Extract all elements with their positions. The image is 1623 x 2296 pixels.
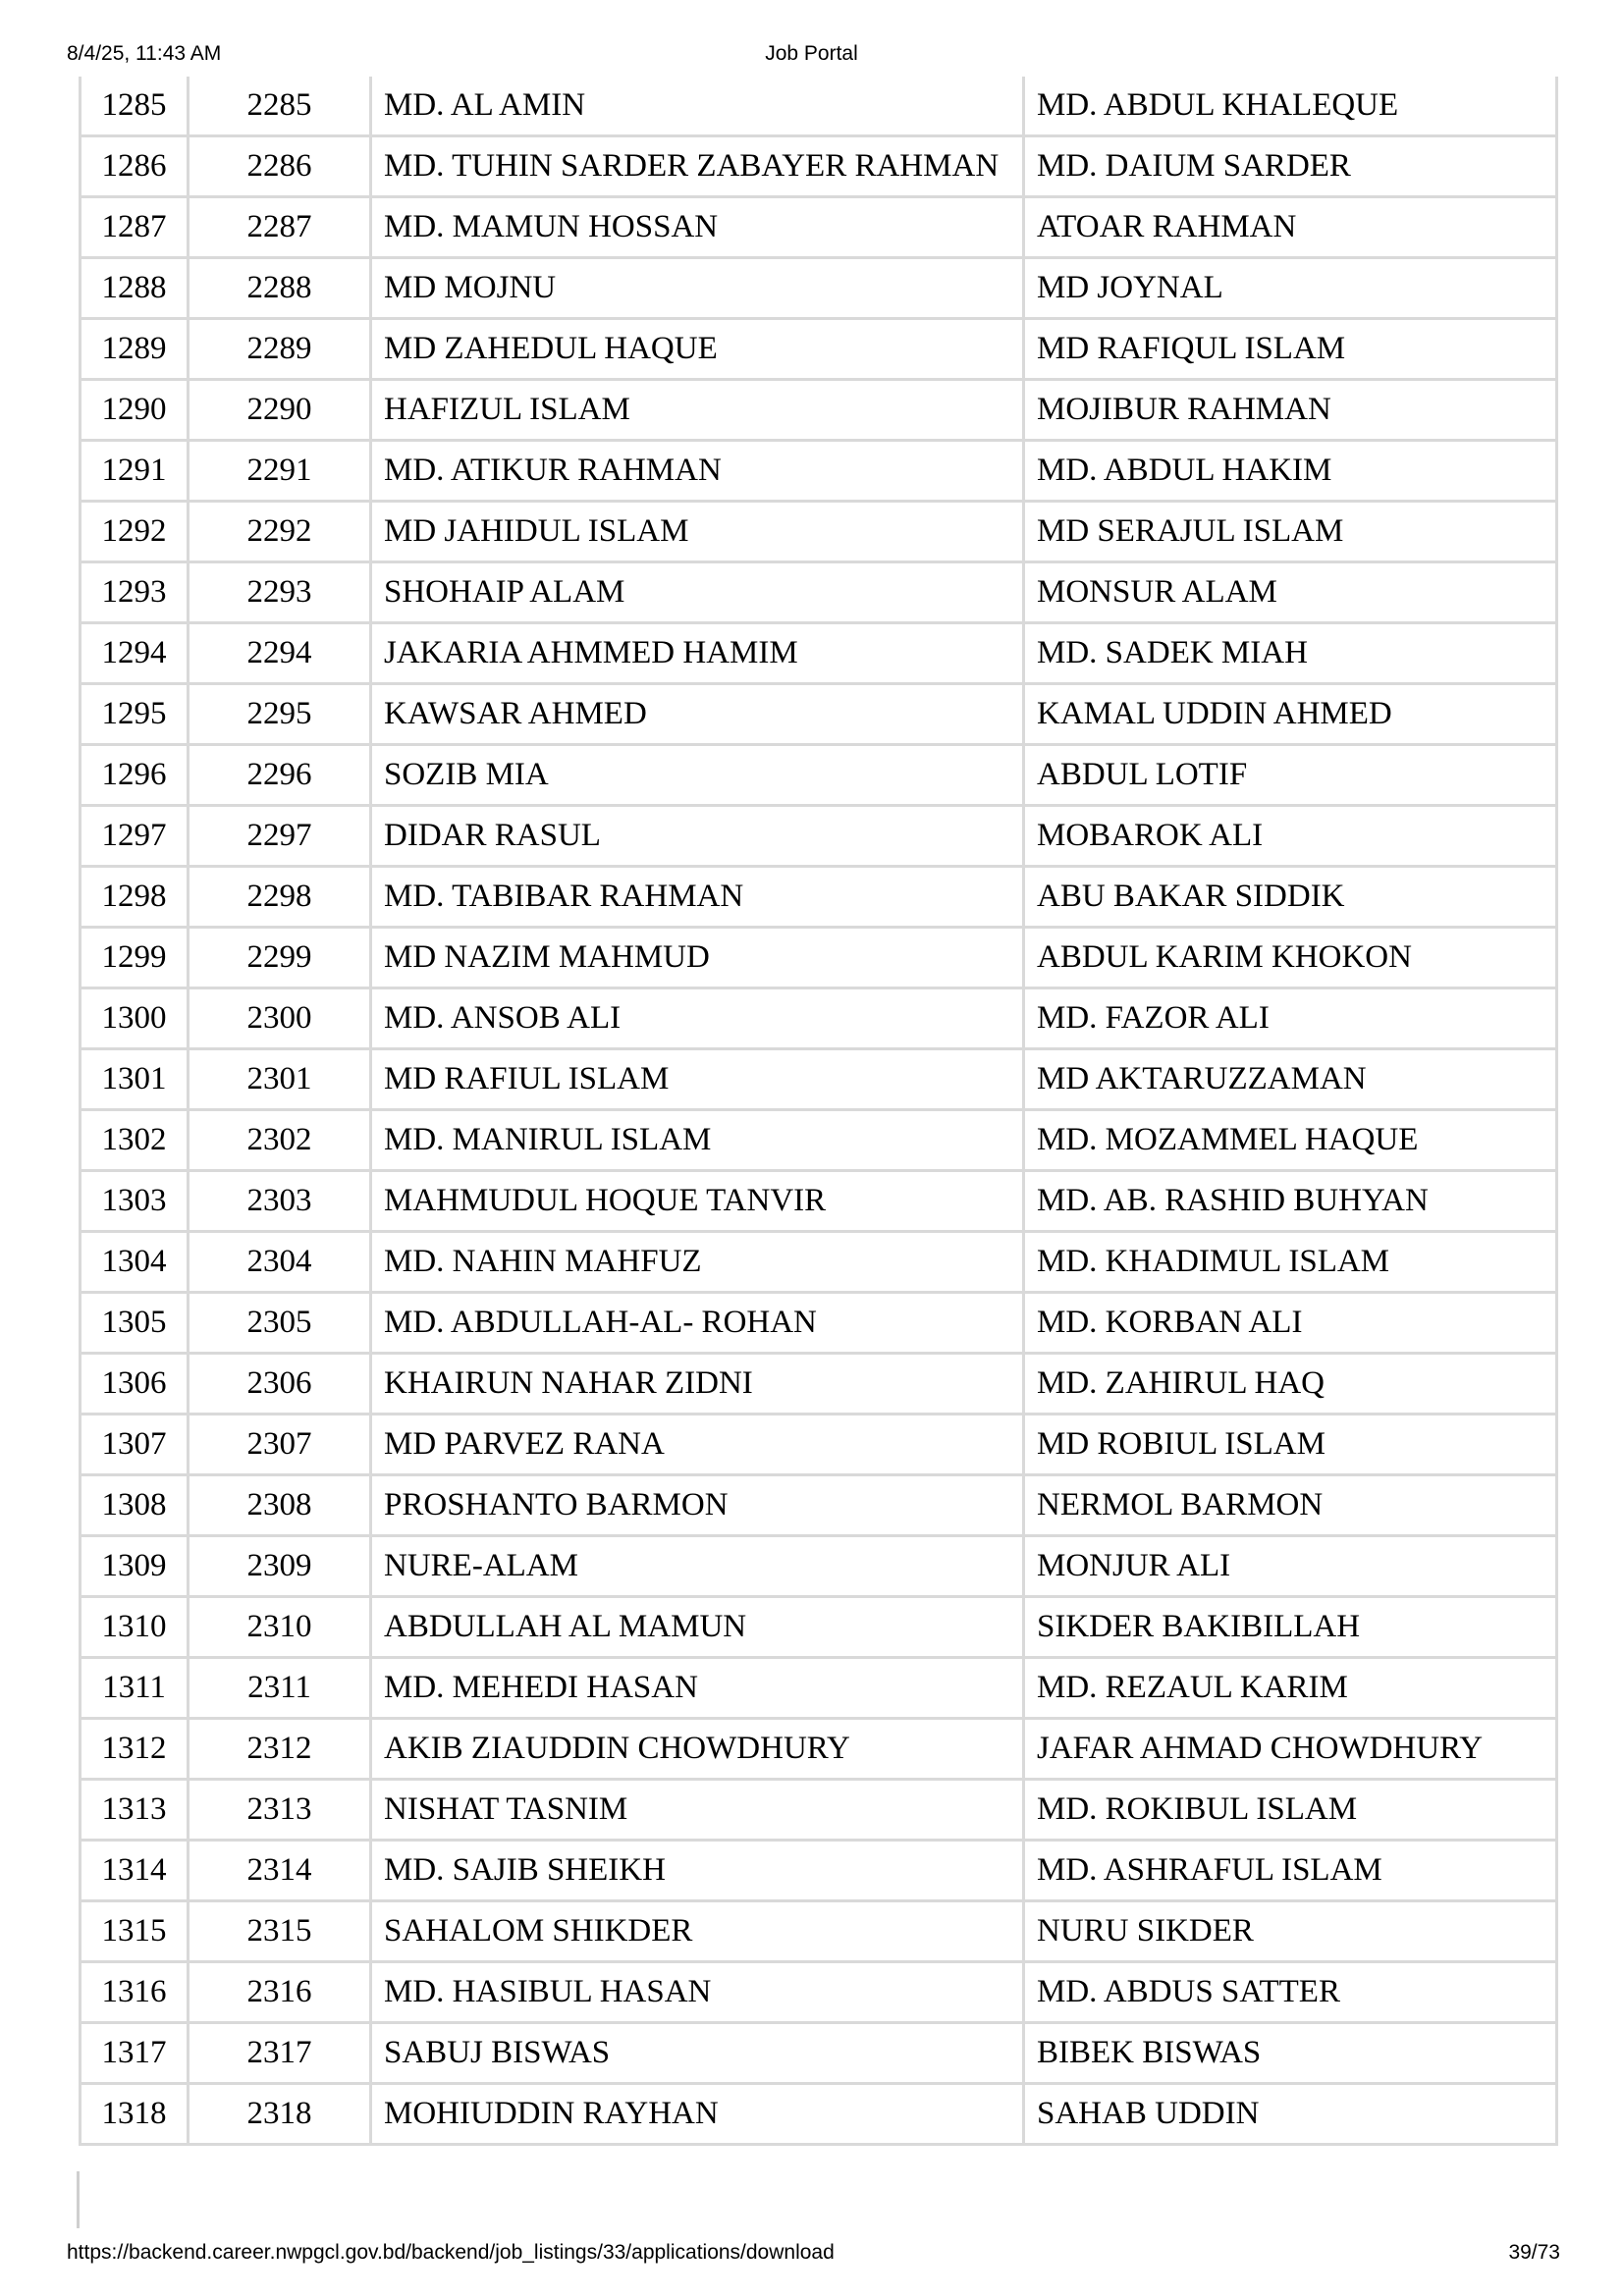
- table-row: [81, 1719, 1557, 1780]
- applicant-name-cell: MD. AL AMIN: [371, 77, 1024, 136]
- father-name-cell: MD. REZAUL KARIM: [1024, 1658, 1557, 1719]
- applicant-name-cell: MD. SAJIB SHEIKH: [371, 1841, 1024, 1901]
- table-row: [81, 806, 1557, 867]
- serial-cell: 1294: [81, 623, 189, 684]
- applicant-name-cell: MD NAZIM MAHMUD: [371, 928, 1024, 988]
- serial-cell: 1303: [81, 1171, 189, 1232]
- table-row: [81, 745, 1557, 806]
- father-name-cell: MD. ASHRAFUL ISLAM: [1024, 1841, 1557, 1901]
- applicant-name-cell: NISHAT TASNIM: [371, 1780, 1024, 1841]
- father-name-cell: MONSUR ALAM: [1024, 562, 1557, 623]
- table-row: [81, 319, 1557, 380]
- table-row: [81, 2023, 1557, 2084]
- roll-cell: 2289: [189, 319, 371, 380]
- serial-cell: 1290: [81, 380, 189, 441]
- serial-cell: 1286: [81, 136, 189, 197]
- father-name-cell: MD. AB. RASHID BUHYAN: [1024, 1171, 1557, 1232]
- roll-cell: 2317: [189, 2023, 371, 2084]
- serial-cell: 1285: [81, 77, 189, 136]
- father-name-cell: ATOAR RAHMAN: [1024, 197, 1557, 258]
- roll-cell: 2316: [189, 1962, 371, 2023]
- roll-cell: 2290: [189, 380, 371, 441]
- serial-cell: 1307: [81, 1415, 189, 1475]
- father-name-cell: MD. ABDUL HAKIM: [1024, 441, 1557, 502]
- roll-cell: 2301: [189, 1049, 371, 1110]
- roll-cell: 2288: [189, 258, 371, 319]
- roll-cell: 2311: [189, 1658, 371, 1719]
- serial-cell: 1306: [81, 1354, 189, 1415]
- table-row: [81, 623, 1557, 684]
- father-name-cell: MD JOYNAL: [1024, 258, 1557, 319]
- applicant-name-cell: PROSHANTO BARMON: [371, 1475, 1024, 1536]
- serial-cell: 1311: [81, 1658, 189, 1719]
- applicant-name-cell: MD ZAHEDUL HAQUE: [371, 319, 1024, 380]
- roll-cell: 2309: [189, 1536, 371, 1597]
- applicant-name-cell: SABUJ BISWAS: [371, 2023, 1024, 2084]
- print-datetime: 8/4/25, 11:43 AM: [67, 42, 222, 65]
- serial-cell: 1304: [81, 1232, 189, 1293]
- father-name-cell: NURU SIKDER: [1024, 1901, 1557, 1962]
- roll-cell: 2297: [189, 806, 371, 867]
- serial-cell: 1317: [81, 2023, 189, 2084]
- applicant-name-cell: ABDULLAH AL MAMUN: [371, 1597, 1024, 1658]
- father-name-cell: JAFAR AHMAD CHOWDHURY: [1024, 1719, 1557, 1780]
- applicant-name-cell: MD RAFIUL ISLAM: [371, 1049, 1024, 1110]
- roll-cell: 2313: [189, 1780, 371, 1841]
- serial-cell: 1308: [81, 1475, 189, 1536]
- serial-cell: 1314: [81, 1841, 189, 1901]
- father-name-cell: BIBEK BISWAS: [1024, 2023, 1557, 2084]
- serial-cell: 1295: [81, 684, 189, 745]
- applicant-name-cell: MOHIUDDIN RAYHAN: [371, 2084, 1024, 2145]
- roll-cell: 2294: [189, 623, 371, 684]
- table-row: [81, 1475, 1557, 1536]
- roll-cell: 2298: [189, 867, 371, 928]
- serial-cell: 1287: [81, 197, 189, 258]
- serial-cell: 1309: [81, 1536, 189, 1597]
- father-name-cell: ABDUL KARIM KHOKON: [1024, 928, 1557, 988]
- father-name-cell: MD. KORBAN ALI: [1024, 1293, 1557, 1354]
- roll-cell: 2287: [189, 197, 371, 258]
- applicant-name-cell: MD. ANSOB ALI: [371, 988, 1024, 1049]
- table-row: [81, 197, 1557, 258]
- serial-cell: 1310: [81, 1597, 189, 1658]
- table-row: [81, 1597, 1557, 1658]
- applicant-name-cell: SHOHAIP ALAM: [371, 562, 1024, 623]
- father-name-cell: MD. SADEK MIAH: [1024, 623, 1557, 684]
- roll-cell: 2314: [189, 1841, 371, 1901]
- roll-cell: 2285: [189, 77, 371, 136]
- page-number: 39/73: [1508, 2241, 1560, 2264]
- serial-cell: 1291: [81, 441, 189, 502]
- applicant-name-cell: MD MOJNU: [371, 258, 1024, 319]
- roll-cell: 2307: [189, 1415, 371, 1475]
- roll-cell: 2318: [189, 2084, 371, 2145]
- roll-cell: 2286: [189, 136, 371, 197]
- serial-cell: 1302: [81, 1110, 189, 1171]
- table-row: [81, 988, 1557, 1049]
- table-continuation-line: [77, 2171, 80, 2228]
- roll-cell: 2310: [189, 1597, 371, 1658]
- table-row: [81, 441, 1557, 502]
- table-row: [81, 1049, 1557, 1110]
- table-row: [81, 867, 1557, 928]
- roll-cell: 2302: [189, 1110, 371, 1171]
- table-row: [81, 136, 1557, 197]
- table-row: [81, 1658, 1557, 1719]
- roll-cell: 2296: [189, 745, 371, 806]
- table-row: [81, 380, 1557, 441]
- father-name-cell: MD. ABDUL KHALEQUE: [1024, 77, 1557, 136]
- applicant-name-cell: SAHALOM SHIKDER: [371, 1901, 1024, 1962]
- applicant-name-cell: MD. TUHIN SARDER ZABAYER RAHMAN: [371, 136, 1024, 197]
- roll-cell: 2306: [189, 1354, 371, 1415]
- father-name-cell: NERMOL BARMON: [1024, 1475, 1557, 1536]
- page-title: Job Portal: [765, 42, 858, 65]
- applicant-name-cell: MD. MANIRUL ISLAM: [371, 1110, 1024, 1171]
- table-row: [81, 1536, 1557, 1597]
- applicant-name-cell: MD. TABIBAR RAHMAN: [371, 867, 1024, 928]
- father-name-cell: MOBAROK ALI: [1024, 806, 1557, 867]
- applicant-name-cell: MD. MAMUN HOSSAN: [371, 197, 1024, 258]
- applicant-name-cell: MD. NAHIN MAHFUZ: [371, 1232, 1024, 1293]
- applicants-table: [79, 77, 1558, 2146]
- father-name-cell: MD. FAZOR ALI: [1024, 988, 1557, 1049]
- serial-cell: 1298: [81, 867, 189, 928]
- roll-cell: 2300: [189, 988, 371, 1049]
- table-row: [81, 1901, 1557, 1962]
- applicant-name-cell: KHAIRUN NAHAR ZIDNI: [371, 1354, 1024, 1415]
- serial-cell: 1313: [81, 1780, 189, 1841]
- serial-cell: 1315: [81, 1901, 189, 1962]
- father-name-cell: ABU BAKAR SIDDIK: [1024, 867, 1557, 928]
- roll-cell: 2303: [189, 1171, 371, 1232]
- table-row: [81, 1780, 1557, 1841]
- father-name-cell: MD. ROKIBUL ISLAM: [1024, 1780, 1557, 1841]
- applicant-name-cell: DIDAR RASUL: [371, 806, 1024, 867]
- serial-cell: 1297: [81, 806, 189, 867]
- father-name-cell: MD AKTARUZZAMAN: [1024, 1049, 1557, 1110]
- applicant-name-cell: HAFIZUL ISLAM: [371, 380, 1024, 441]
- table-row: [81, 1293, 1557, 1354]
- applicant-name-cell: MD. MEHEDI HASAN: [371, 1658, 1024, 1719]
- table-row: [81, 1962, 1557, 2023]
- applicant-name-cell: JAKARIA AHMMED HAMIM: [371, 623, 1024, 684]
- applicant-name-cell: KAWSAR AHMED: [371, 684, 1024, 745]
- roll-cell: 2291: [189, 441, 371, 502]
- father-name-cell: MD. ABDUS SATTER: [1024, 1962, 1557, 2023]
- table-row: [81, 1841, 1557, 1901]
- father-name-cell: MD. ZAHIRUL HAQ: [1024, 1354, 1557, 1415]
- father-name-cell: MD ROBIUL ISLAM: [1024, 1415, 1557, 1475]
- table-row: [81, 502, 1557, 562]
- table-row: [81, 1354, 1557, 1415]
- serial-cell: 1316: [81, 1962, 189, 2023]
- applicant-name-cell: NURE-ALAM: [371, 1536, 1024, 1597]
- applicant-name-cell: MD JAHIDUL ISLAM: [371, 502, 1024, 562]
- father-name-cell: MD. DAIUM SARDER: [1024, 136, 1557, 197]
- serial-cell: 1296: [81, 745, 189, 806]
- table-row: [81, 562, 1557, 623]
- applicant-name-cell: MD. ABDULLAH-AL- ROHAN: [371, 1293, 1024, 1354]
- serial-cell: 1301: [81, 1049, 189, 1110]
- serial-cell: 1318: [81, 2084, 189, 2145]
- table-row: [81, 1415, 1557, 1475]
- applicant-name-cell: MAHMUDUL HOQUE TANVIR: [371, 1171, 1024, 1232]
- father-name-cell: ABDUL LOTIF: [1024, 745, 1557, 806]
- father-name-cell: SIKDER BAKIBILLAH: [1024, 1597, 1557, 1658]
- applicants-table-body: [81, 77, 1557, 2145]
- table-row: [81, 258, 1557, 319]
- serial-cell: 1305: [81, 1293, 189, 1354]
- father-name-cell: KAMAL UDDIN AHMED: [1024, 684, 1557, 745]
- serial-cell: 1300: [81, 988, 189, 1049]
- father-name-cell: MD RAFIQUL ISLAM: [1024, 319, 1557, 380]
- father-name-cell: MD. MOZAMMEL HAQUE: [1024, 1110, 1557, 1171]
- page-url: https://backend.career.nwpgcl.gov.bd/backend/job_listings/33/applications/download: [67, 2241, 835, 2264]
- roll-cell: 2312: [189, 1719, 371, 1780]
- roll-cell: 2304: [189, 1232, 371, 1293]
- serial-cell: 1293: [81, 562, 189, 623]
- applicant-name-cell: MD. ATIKUR RAHMAN: [371, 441, 1024, 502]
- serial-cell: 1299: [81, 928, 189, 988]
- roll-cell: 2315: [189, 1901, 371, 1962]
- father-name-cell: MONJUR ALI: [1024, 1536, 1557, 1597]
- applicant-name-cell: MD PARVEZ RANA: [371, 1415, 1024, 1475]
- roll-cell: 2292: [189, 502, 371, 562]
- table-row: [81, 2084, 1557, 2145]
- serial-cell: 1288: [81, 258, 189, 319]
- table-row: [81, 77, 1557, 136]
- table-row: [81, 1232, 1557, 1293]
- roll-cell: 2295: [189, 684, 371, 745]
- father-name-cell: MOJIBUR RAHMAN: [1024, 380, 1557, 441]
- father-name-cell: SAHAB UDDIN: [1024, 2084, 1557, 2145]
- roll-cell: 2308: [189, 1475, 371, 1536]
- roll-cell: 2293: [189, 562, 371, 623]
- applicant-name-cell: AKIB ZIAUDDIN CHOWDHURY: [371, 1719, 1024, 1780]
- serial-cell: 1292: [81, 502, 189, 562]
- serial-cell: 1289: [81, 319, 189, 380]
- table-row: [81, 1171, 1557, 1232]
- table-row: [81, 928, 1557, 988]
- applicant-name-cell: SOZIB MIA: [371, 745, 1024, 806]
- serial-cell: 1312: [81, 1719, 189, 1780]
- table-row: [81, 1110, 1557, 1171]
- father-name-cell: MD SERAJUL ISLAM: [1024, 502, 1557, 562]
- father-name-cell: MD. KHADIMUL ISLAM: [1024, 1232, 1557, 1293]
- applicant-name-cell: MD. HASIBUL HASAN: [371, 1962, 1024, 2023]
- roll-cell: 2299: [189, 928, 371, 988]
- roll-cell: 2305: [189, 1293, 371, 1354]
- table-row: [81, 684, 1557, 745]
